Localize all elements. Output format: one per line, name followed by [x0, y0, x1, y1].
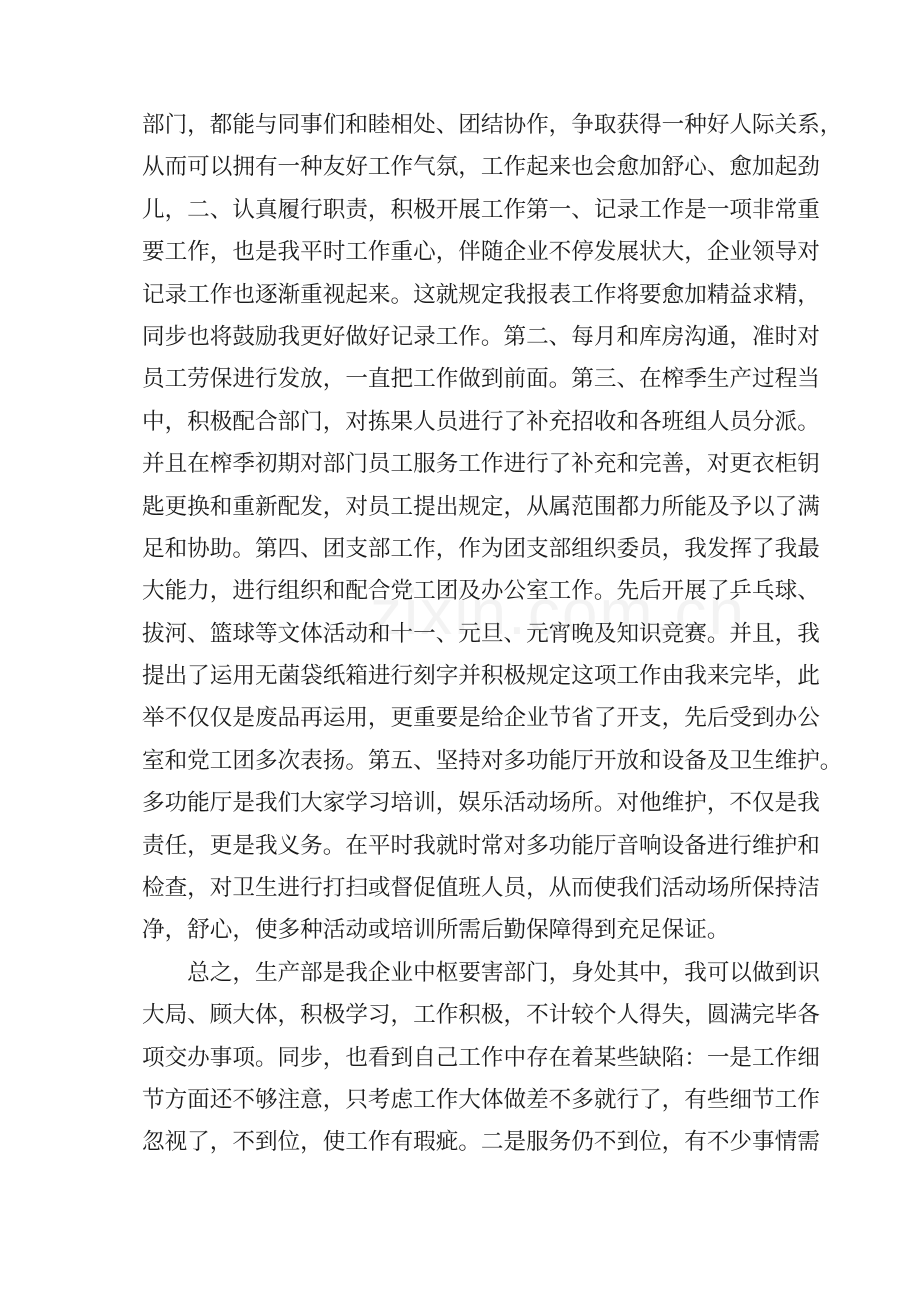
- text-line: 大局、顾大体，积极学习，工作积极，不计较个人得失，圆满完毕各: [142, 1002, 820, 1029]
- text-line: 员工劳保进行发放，一直把工作做到前面。第三、在榨季生产过程当: [142, 366, 820, 393]
- paragraph-2: [142, 952, 820, 1164]
- text-line: 匙更换和重新配发，对员工提出规定，从属范围都力所能及予以了满: [142, 493, 820, 520]
- text-line: 提出了运用无菌袋纸箱进行刻字并积极规定这项工作由我来完毕，此: [142, 663, 820, 690]
- text-line: 净，舒心，使多种活动或培训所需后勤保障得到充足保证。: [142, 917, 730, 944]
- text-line: 拔河、篮球等文体活动和十一、元旦、元宵晚及知识竞赛。并且，我: [142, 620, 820, 647]
- text-line: 并且在榨季初期对部门员工服务工作进行了补充和完善，对更衣柜钥: [142, 451, 820, 478]
- text-line: 总之，生产部是我企业中枢要害部门，身处其中，我可以做到识: [142, 959, 820, 986]
- text-line: 儿，二、认真履行职责，积极开展工作第一、记录工作是一项非常重: [142, 196, 820, 223]
- text-line: 举不仅仅是废品再运用，更重要是给企业节省了开支，先后受到办公: [142, 705, 820, 732]
- text-line: 多功能厅是我们大家学习培训，娱乐活动场所。对他维护，不仅是我: [142, 790, 820, 817]
- text-line: 从而可以拥有一种友好工作气氛，工作起来也会愈加舒心、愈加起劲: [142, 154, 820, 181]
- text-line: 记录工作也逐渐重视起来。这就规定我报表工作将要愈加精益求精，: [142, 281, 820, 308]
- document-body: [142, 104, 843, 1164]
- text-line: 责任，更是我义务。在平时我就时常对多功能厅音响设备进行维护和: [142, 832, 820, 859]
- text-line: 足和协助。第四、团支部工作，作为团支部组织委员，我发挥了我最: [142, 535, 820, 562]
- text-line: 要工作，也是我平时工作重心，伴随企业不停发展状大，企业领导对: [142, 239, 820, 266]
- text-line: 检查，对卫生进行打扫或督促值班人员，从而使我们活动场所保持洁: [142, 875, 820, 902]
- text-line: 室和党工团多次表扬。第五、坚持对多功能厅开放和设备及卫生维护。: [142, 747, 843, 774]
- text-line: 项交办事项。同步，也看到自己工作中存在着某些缺陷：一是工作细: [142, 1044, 820, 1071]
- paragraph-1: [142, 104, 843, 952]
- text-line: 部门，都能与同事们和睦相处、团结协作，争取获得一种好人际关系，: [142, 112, 843, 138]
- text-line: 大能力，进行组织和配合党工团及办公室工作。先后开展了乒乓球、: [142, 578, 820, 605]
- text-line: 忽视了，不到位，使工作有瑕疵。二是服务仍不到位，有不少事情需: [142, 1129, 820, 1156]
- text-line: 同步也将鼓励我更好做好记录工作。第二、每月和库房沟通，准时对: [142, 323, 820, 350]
- text-line: 节方面还不够注意，只考虑工作大体做差不多就行了，有些细节工作: [142, 1086, 820, 1113]
- text-line: 中，积极配合部门，对拣果人员进行了补充招收和各班组人员分派。: [142, 408, 820, 435]
